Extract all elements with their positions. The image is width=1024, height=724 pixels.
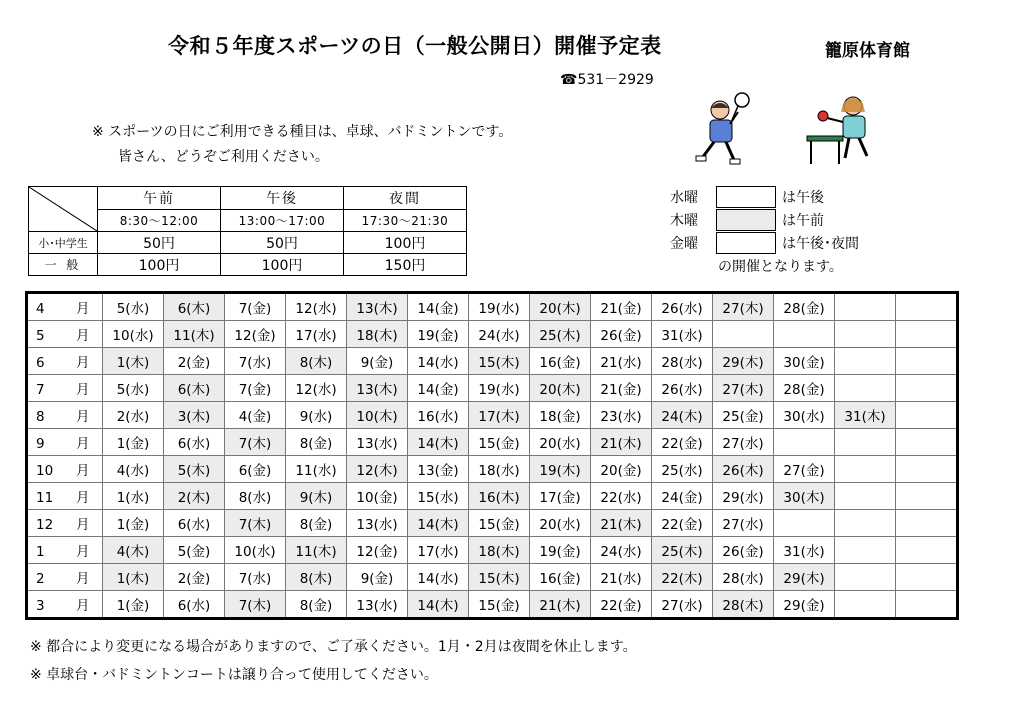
date-cell: 8(金) (286, 510, 347, 537)
date-cell: 27(木) (713, 293, 774, 321)
fee-time-afternoon: 13:00～17:00 (221, 209, 344, 232)
page-title: 令和５年度スポーツの日（一般公開日）開催予定表 (168, 34, 662, 58)
date-cell (896, 293, 958, 321)
date-cell: 7(木) (225, 510, 286, 537)
schedule-row (27, 375, 958, 402)
fee-value: 50円 (98, 232, 221, 254)
date-cell: 13(木) (347, 375, 408, 402)
legend-swatch-wed (716, 186, 776, 208)
month-cell (27, 456, 103, 483)
table-tennis-player-icon (805, 92, 885, 168)
date-cell: 29(水) (713, 483, 774, 510)
date-cell (896, 510, 958, 537)
legend (670, 186, 859, 276)
date-cell: 26(金) (591, 321, 652, 348)
month-cell (27, 402, 103, 429)
date-cell: 26(水) (652, 293, 713, 321)
date-cell: 7(木) (225, 591, 286, 619)
date-cell: 24(水) (591, 537, 652, 564)
date-cell (713, 321, 774, 348)
month-cell (27, 429, 103, 456)
date-cell: 24(木) (652, 402, 713, 429)
schedule-row (27, 402, 958, 429)
date-cell: 2(金) (164, 348, 225, 375)
schedule-row (27, 591, 958, 619)
fee-value: 100円 (221, 254, 344, 276)
date-cell: 19(水) (469, 293, 530, 321)
date-cell: 16(木) (469, 483, 530, 510)
fee-header-morning: 午前 (98, 187, 221, 210)
month-unit: 月 (76, 409, 90, 425)
month-cell (27, 375, 103, 402)
date-cell: 28(水) (713, 564, 774, 591)
month-unit: 月 (76, 463, 90, 479)
date-cell: 22(水) (591, 483, 652, 510)
date-cell: 20(木) (530, 375, 591, 402)
date-cell: 25(木) (652, 537, 713, 564)
date-cell: 12(金) (225, 321, 286, 348)
date-cell: 12(金) (347, 537, 408, 564)
schedule-table (25, 291, 959, 620)
date-cell: 7(金) (225, 293, 286, 321)
footnote-1: ※ 都合により変更になる場合がありますので、ご了承ください。1月・2月は夜間を休止します。 (30, 639, 637, 655)
month-number: 10 (36, 463, 54, 479)
date-cell: 14(金) (408, 293, 469, 321)
date-cell: 21(金) (591, 293, 652, 321)
date-cell (835, 348, 896, 375)
date-cell: 17(水) (286, 321, 347, 348)
date-cell: 18(木) (347, 321, 408, 348)
date-cell: 17(木) (469, 402, 530, 429)
date-cell: 14(木) (408, 429, 469, 456)
month-unit: 月 (76, 490, 90, 506)
fee-label-general: 一 般 (29, 254, 98, 276)
date-cell: 30(木) (774, 483, 835, 510)
date-cell (774, 429, 835, 456)
date-cell: 22(金) (591, 591, 652, 619)
date-cell: 6(木) (164, 293, 225, 321)
date-cell: 9(金) (347, 564, 408, 591)
legend-day-wed: 水曜 (670, 190, 698, 206)
month-cell (27, 483, 103, 510)
schedule-row (27, 348, 958, 375)
date-cell: 14(木) (408, 510, 469, 537)
date-cell: 12(水) (286, 293, 347, 321)
date-cell: 13(水) (347, 510, 408, 537)
date-cell: 16(金) (530, 348, 591, 375)
date-cell: 27(金) (774, 456, 835, 483)
date-cell: 21(木) (530, 591, 591, 619)
date-cell (835, 321, 896, 348)
date-cell: 6(水) (164, 510, 225, 537)
date-cell: 21(木) (591, 510, 652, 537)
date-cell: 15(木) (469, 348, 530, 375)
date-cell: 10(水) (103, 321, 164, 348)
date-cell: 3(木) (164, 402, 225, 429)
month-unit: 月 (76, 328, 90, 344)
date-cell: 15(木) (469, 564, 530, 591)
month-number: 3 (36, 598, 45, 614)
date-cell: 8(木) (286, 564, 347, 591)
date-cell: 6(水) (164, 429, 225, 456)
date-cell: 31(水) (774, 537, 835, 564)
date-cell: 6(金) (225, 456, 286, 483)
date-cell: 19(水) (469, 375, 530, 402)
date-cell (774, 510, 835, 537)
date-cell: 26(水) (652, 375, 713, 402)
date-cell (835, 293, 896, 321)
month-number: 11 (36, 490, 54, 506)
fee-label-student: 小･中学生 (29, 232, 98, 254)
fee-header-night: 夜間 (344, 187, 467, 210)
date-cell: 17(金) (530, 483, 591, 510)
date-cell (896, 429, 958, 456)
date-cell: 14(木) (408, 591, 469, 619)
date-cell (835, 537, 896, 564)
date-cell: 28(金) (774, 293, 835, 321)
legend-swatch-thu (716, 209, 776, 231)
fee-header-afternoon: 午後 (221, 187, 344, 210)
date-cell: 15(金) (469, 591, 530, 619)
date-cell: 30(金) (774, 348, 835, 375)
month-cell (27, 537, 103, 564)
date-cell: 1(木) (103, 348, 164, 375)
date-cell: 15(水) (408, 483, 469, 510)
date-cell: 6(木) (164, 375, 225, 402)
date-cell: 11(水) (286, 456, 347, 483)
month-unit: 月 (76, 571, 90, 587)
date-cell (835, 564, 896, 591)
date-cell: 5(水) (103, 375, 164, 402)
date-cell (896, 591, 958, 619)
date-cell: 24(金) (652, 483, 713, 510)
date-cell: 13(木) (347, 293, 408, 321)
legend-day-thu: 木曜 (670, 213, 698, 229)
date-cell (774, 321, 835, 348)
month-unit: 月 (76, 436, 90, 452)
month-number: 4 (36, 301, 45, 317)
date-cell: 22(金) (652, 510, 713, 537)
schedule-row (27, 456, 958, 483)
date-cell: 14(金) (408, 375, 469, 402)
date-cell: 18(木) (469, 537, 530, 564)
month-cell (27, 564, 103, 591)
month-number: 6 (36, 355, 45, 371)
date-cell: 25(木) (530, 321, 591, 348)
date-cell: 10(水) (225, 537, 286, 564)
date-cell: 8(金) (286, 429, 347, 456)
date-cell: 11(木) (286, 537, 347, 564)
legend-swatch-fri (716, 232, 776, 254)
date-cell: 21(木) (591, 429, 652, 456)
date-cell: 29(木) (713, 348, 774, 375)
date-cell: 26(木) (713, 456, 774, 483)
date-cell: 13(金) (408, 456, 469, 483)
month-number: 2 (36, 571, 45, 587)
date-cell: 22(木) (652, 564, 713, 591)
date-cell: 12(木) (347, 456, 408, 483)
date-cell: 10(金) (347, 483, 408, 510)
date-cell: 19(木) (530, 456, 591, 483)
date-cell: 19(金) (408, 321, 469, 348)
date-cell: 1(金) (103, 429, 164, 456)
date-cell: 9(金) (347, 348, 408, 375)
date-cell: 7(金) (225, 375, 286, 402)
legend-footer: の開催となります。 (718, 259, 843, 275)
fee-value: 150円 (344, 254, 467, 276)
legend-text-thu: は午前 (782, 213, 824, 229)
intro-note-2: 皆さん、どうぞご利用ください。 (118, 149, 329, 165)
month-cell (27, 293, 103, 321)
month-unit: 月 (76, 301, 90, 317)
schedule-row (27, 429, 958, 456)
month-unit: 月 (76, 544, 90, 560)
date-cell: 12(水) (286, 375, 347, 402)
schedule-row (27, 483, 958, 510)
date-cell: 9(木) (286, 483, 347, 510)
legend-text-wed: は午後 (782, 190, 824, 206)
date-cell: 22(金) (652, 429, 713, 456)
date-cell: 28(水) (652, 348, 713, 375)
date-cell: 14(水) (408, 564, 469, 591)
date-cell (835, 429, 896, 456)
date-cell (896, 375, 958, 402)
date-cell: 28(木) (713, 591, 774, 619)
date-cell: 23(水) (591, 402, 652, 429)
date-cell: 24(水) (469, 321, 530, 348)
date-cell: 16(金) (530, 564, 591, 591)
schedule-row (27, 321, 958, 348)
date-cell: 20(木) (530, 293, 591, 321)
date-cell (835, 375, 896, 402)
date-cell (835, 510, 896, 537)
date-cell: 29(木) (774, 564, 835, 591)
date-cell: 4(金) (225, 402, 286, 429)
badminton-player-icon (690, 90, 760, 170)
date-cell: 13(水) (347, 591, 408, 619)
date-cell: 20(水) (530, 510, 591, 537)
month-unit: 月 (76, 355, 90, 371)
date-cell: 2(水) (103, 402, 164, 429)
date-cell: 4(水) (103, 456, 164, 483)
fee-value: 100円 (98, 254, 221, 276)
month-cell (27, 348, 103, 375)
date-cell: 6(水) (164, 591, 225, 619)
month-number: 8 (36, 409, 45, 425)
date-cell (835, 456, 896, 483)
date-cell: 1(水) (103, 483, 164, 510)
month-number: 9 (36, 436, 45, 452)
fee-time-night: 17:30～21:30 (344, 209, 467, 232)
date-cell: 20(金) (591, 456, 652, 483)
fee-time-morning: 8:30～12:00 (98, 209, 221, 232)
month-number: 7 (36, 382, 45, 398)
date-cell: 18(金) (530, 402, 591, 429)
date-cell (896, 564, 958, 591)
date-cell: 27(水) (713, 429, 774, 456)
month-number: 1 (36, 544, 45, 560)
date-cell: 20(水) (530, 429, 591, 456)
month-number: 5 (36, 328, 45, 344)
date-cell (835, 591, 896, 619)
date-cell: 7(木) (225, 429, 286, 456)
date-cell: 2(金) (164, 564, 225, 591)
phone-number: ☎531－2929 (560, 72, 654, 88)
date-cell (896, 537, 958, 564)
fee-value: 100円 (344, 232, 467, 254)
month-cell (27, 510, 103, 537)
date-cell: 27(水) (652, 591, 713, 619)
legend-text-fri: は午後･夜間 (782, 236, 859, 252)
date-cell: 5(金) (164, 537, 225, 564)
date-cell: 5(木) (164, 456, 225, 483)
date-cell: 4(木) (103, 537, 164, 564)
date-cell: 26(金) (713, 537, 774, 564)
date-cell (896, 402, 958, 429)
date-cell: 31(水) (652, 321, 713, 348)
date-cell: 21(水) (591, 348, 652, 375)
schedule-row (27, 537, 958, 564)
date-cell: 7(水) (225, 564, 286, 591)
date-cell: 8(木) (286, 348, 347, 375)
date-cell (896, 456, 958, 483)
date-cell (896, 483, 958, 510)
month-number: 12 (36, 517, 54, 533)
date-cell: 16(水) (408, 402, 469, 429)
month-cell (27, 591, 103, 619)
date-cell: 15(金) (469, 429, 530, 456)
date-cell: 8(水) (225, 483, 286, 510)
gym-name: 籠原体育館 (825, 41, 910, 61)
date-cell: 25(水) (652, 456, 713, 483)
date-cell: 15(金) (469, 510, 530, 537)
month-cell (27, 321, 103, 348)
footnote-2: ※ 卓球台・バドミントンコートは譲り合って使用してください。 (30, 667, 438, 683)
date-cell: 28(金) (774, 375, 835, 402)
date-cell (896, 321, 958, 348)
date-cell: 13(水) (347, 429, 408, 456)
date-cell: 7(水) (225, 348, 286, 375)
date-cell: 18(水) (469, 456, 530, 483)
date-cell: 11(木) (164, 321, 225, 348)
fee-corner-cell (29, 187, 98, 232)
date-cell: 25(金) (713, 402, 774, 429)
legend-day-fri: 金曜 (670, 236, 698, 252)
date-cell: 5(水) (103, 293, 164, 321)
schedule-row (27, 564, 958, 591)
month-unit: 月 (76, 517, 90, 533)
date-cell (896, 348, 958, 375)
date-cell: 30(水) (774, 402, 835, 429)
date-cell: 31(木) (835, 402, 896, 429)
date-cell: 21(水) (591, 564, 652, 591)
schedule-row (27, 293, 958, 321)
date-cell: 1(金) (103, 510, 164, 537)
fee-value: 50円 (221, 232, 344, 254)
month-unit: 月 (76, 598, 90, 614)
date-cell: 9(水) (286, 402, 347, 429)
date-cell: 29(金) (774, 591, 835, 619)
fee-table (28, 186, 467, 276)
month-unit: 月 (76, 382, 90, 398)
date-cell: 1(木) (103, 564, 164, 591)
intro-note: ※ スポーツの日にご利用できる種目は、卓球、バドミントンです。 (92, 124, 513, 140)
date-cell: 27(水) (713, 510, 774, 537)
date-cell: 8(金) (286, 591, 347, 619)
date-cell: 10(木) (347, 402, 408, 429)
date-cell: 21(金) (591, 375, 652, 402)
date-cell: 17(水) (408, 537, 469, 564)
date-cell: 1(金) (103, 591, 164, 619)
date-cell: 14(水) (408, 348, 469, 375)
schedule-row (27, 510, 958, 537)
date-cell: 19(金) (530, 537, 591, 564)
date-cell: 27(木) (713, 375, 774, 402)
date-cell: 2(木) (164, 483, 225, 510)
date-cell (835, 483, 896, 510)
